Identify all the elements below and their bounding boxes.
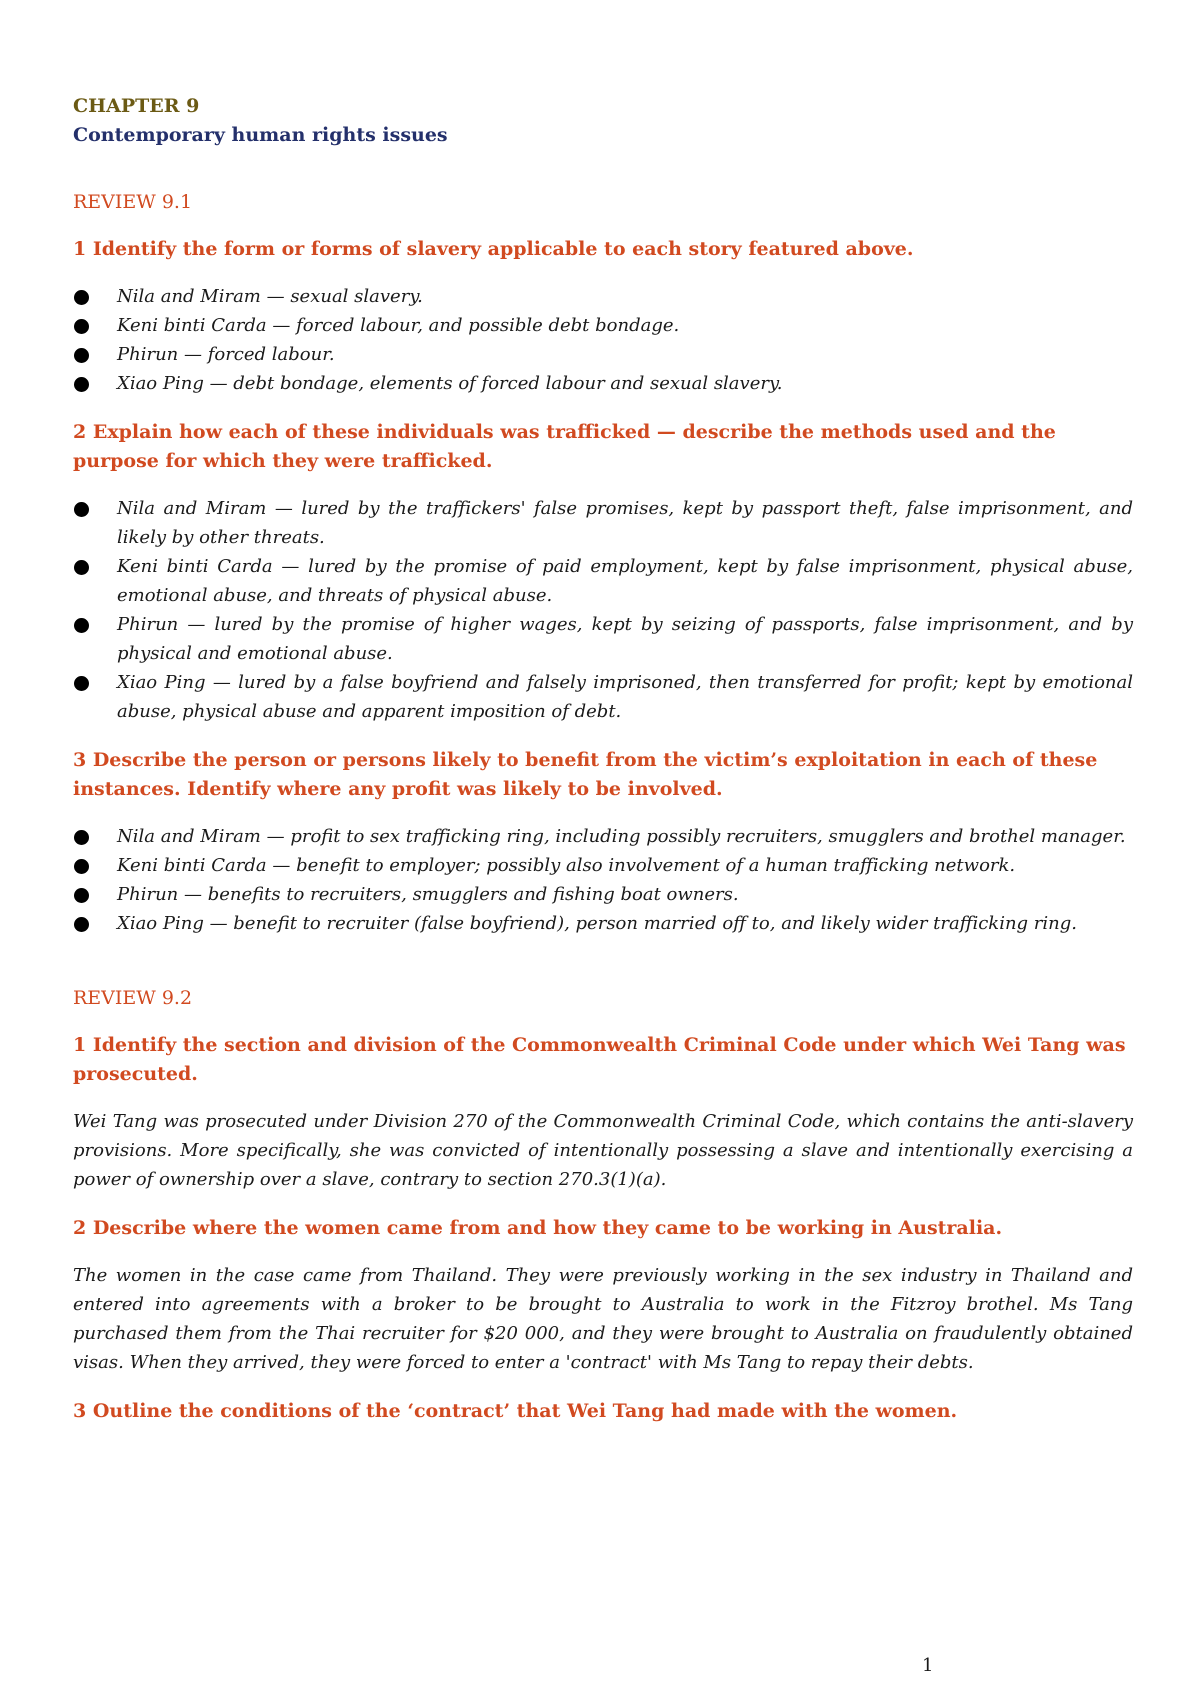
bullet-icon [74, 377, 89, 392]
review-9-1-answer-1-list [73, 282, 1133, 398]
review-9-1-heading: REVIEW 9.1 [73, 191, 193, 213]
list-item: Keni binti Carda — forced labour, and possible debt bondage. [73, 311, 1133, 340]
review-9-1-question-1: 1 Identify the form or forms of slavery applicable to each story featured above. [73, 238, 914, 260]
review-9-2-heading: REVIEW 9.2 [73, 987, 193, 1009]
review-9-2-question-1: 1 Identify the section and division of the Commonwealth Criminal Code under which Wei Tang was prosecuted. [73, 1034, 1126, 1085]
list-item: Nila and Miram — sexual slavery. [73, 282, 1133, 311]
bullet-icon [74, 917, 89, 932]
chapter-subtitle: Contemporary human rights issues [73, 124, 448, 146]
bullet-icon [74, 676, 89, 691]
list-item: Phirun — forced labour. [73, 340, 1133, 369]
bullet-icon [74, 319, 89, 334]
list-item: Xiao Ping — lured by a false boyfriend and falsely imprisoned, then transferred for profit; kept by emotional abuse, physical abuse and apparent imposition of debt. [73, 668, 1133, 726]
list-item: Nila and Miram — profit to sex trafficking ring, including possibly recruiters, smugglers and brothel manager. [73, 822, 1133, 851]
bullet-icon [74, 618, 89, 633]
review-9-2-answer-2: The women in the case came from Thailand. They were previously working in the sex industry in Thailand and entered into agreements with a broker to be brought to Australia to work in the Fitzroy brothel. Ms Tang purchased them from the Thai recruiter for $20 000, and they were brought to Australia on fraudulently obtained visas. When they arrived, they were forced to enter a 'contract' with Ms Tang to repay their debts. [73, 1265, 1133, 1373]
list-item: Xiao Ping — debt bondage, elements of forced labour and sexual slavery. [73, 369, 1133, 398]
review-9-2-answer-1: Wei Tang was prosecuted under Division 270 of the Commonwealth Criminal Code, which contains the anti-slavery provisions. More specifically, she was convicted of intentionally possessing a slave and intentionally exercising a power of ownership over a slave, contrary to section 270.3(1)(a). [73, 1111, 1133, 1190]
bullet-icon [74, 859, 89, 874]
list-item: Keni binti Carda — lured by the promise of paid employment, kept by false imprisonment, physical abuse, emotional abuse, and threats of physical abuse. [73, 552, 1133, 610]
bullet-icon [74, 830, 89, 845]
review-9-2-question-3: 3 Outline the conditions of the ‘contract’ that Wei Tang had made with the women. [73, 1400, 958, 1422]
review-9-1-question-2: 2 Explain how each of these individuals was trafficked — describe the methods used and the purpose for which they were trafficked. [73, 421, 1056, 472]
review-9-2-question-2: 2 Describe where the women came from and how they came to be working in Australia. [73, 1217, 1003, 1239]
bullet-icon [74, 290, 89, 305]
list-item: Phirun — benefits to recruiters, smugglers and fishing boat owners. [73, 880, 1133, 909]
list-item: Xiao Ping — benefit to recruiter (false boyfriend), person married off to, and likely wider trafficking ring. [73, 909, 1133, 938]
page-number: 1 [922, 1655, 934, 1676]
review-9-1-answer-3-list [73, 822, 1133, 938]
chapter-heading: CHAPTER 9 [73, 95, 200, 117]
review-9-1-question-3: 3 Describe the person or persons likely to benefit from the victim’s exploitation in each of these instances. Identify where any profit was likely to be involved. [73, 749, 1098, 800]
page-content [73, 92, 1133, 1426]
bullet-icon [74, 560, 89, 575]
review-9-1-answer-2-list [73, 494, 1133, 726]
bullet-icon [74, 888, 89, 903]
list-item: Phirun — lured by the promise of higher wages, kept by seizing of passports, false imprisonment, and by physical and emotional abuse. [73, 610, 1133, 668]
bullet-icon [74, 348, 89, 363]
list-item: Nila and Miram — lured by the traffickers' false promises, kept by passport theft, false imprisonment, and likely by other threats. [73, 494, 1133, 552]
list-item: Keni binti Carda — benefit to employer; possibly also involvement of a human trafficking network. [73, 851, 1133, 880]
bullet-icon [74, 502, 89, 517]
